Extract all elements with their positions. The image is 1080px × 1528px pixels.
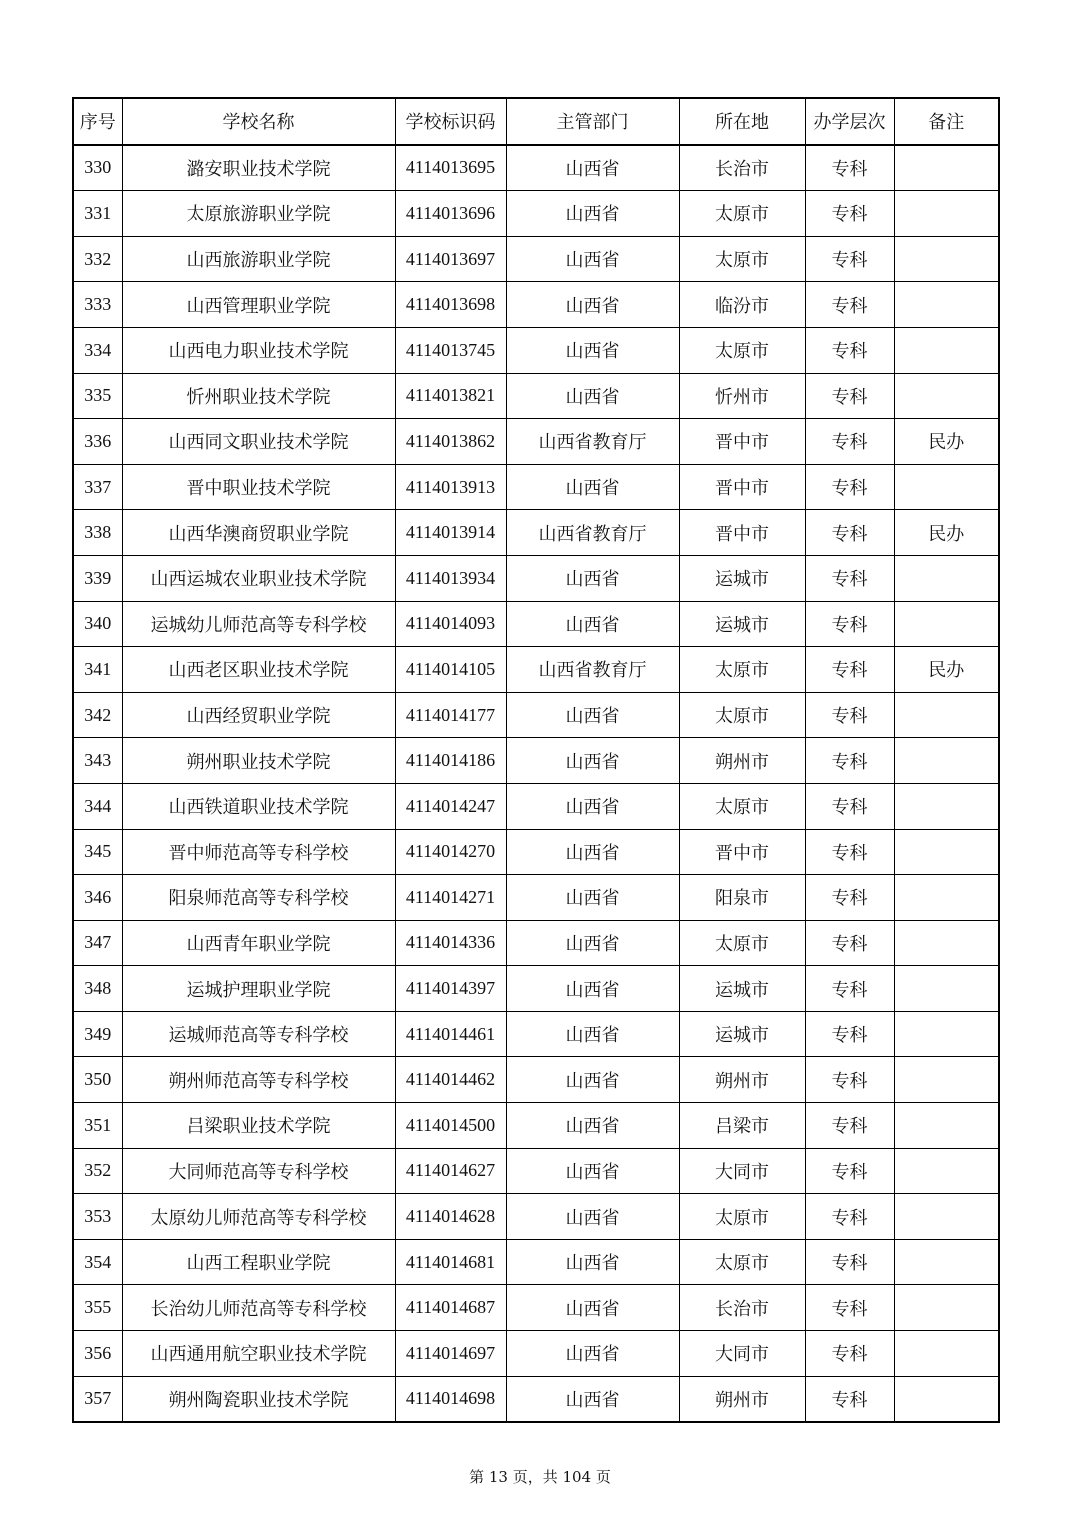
cell-school-code: 4114014105 bbox=[395, 647, 506, 693]
cell-school-name: 晋中职业技术学院 bbox=[122, 464, 395, 510]
table-row bbox=[73, 829, 999, 875]
cell-authority: 山西省 bbox=[506, 282, 679, 328]
cell-index: 343 bbox=[73, 738, 122, 784]
cell-remarks bbox=[894, 1103, 999, 1149]
cell-level: 专科 bbox=[805, 966, 894, 1012]
cell-index: 342 bbox=[73, 692, 122, 738]
cell-level: 专科 bbox=[805, 692, 894, 738]
cell-school-name: 运城护理职业学院 bbox=[122, 966, 395, 1012]
cell-location: 晋中市 bbox=[679, 464, 805, 510]
cell-level: 专科 bbox=[805, 1194, 894, 1240]
cell-level: 专科 bbox=[805, 145, 894, 191]
cell-authority: 山西省 bbox=[506, 1239, 679, 1285]
cell-level: 专科 bbox=[805, 601, 894, 647]
table-row bbox=[73, 875, 999, 921]
cell-level: 专科 bbox=[805, 464, 894, 510]
cell-level: 专科 bbox=[805, 920, 894, 966]
cell-remarks bbox=[894, 373, 999, 419]
cell-location: 晋中市 bbox=[679, 510, 805, 556]
cell-school-code: 4114014247 bbox=[395, 783, 506, 829]
cell-index: 351 bbox=[73, 1103, 122, 1149]
cell-remarks bbox=[894, 191, 999, 237]
cell-index: 336 bbox=[73, 419, 122, 465]
cell-level: 专科 bbox=[805, 1011, 894, 1057]
table-row bbox=[73, 1057, 999, 1103]
table-row bbox=[73, 145, 999, 191]
cell-location: 太原市 bbox=[679, 783, 805, 829]
table-row bbox=[73, 327, 999, 373]
table-row bbox=[73, 1331, 999, 1377]
cell-school-name: 山西华澳商贸职业学院 bbox=[122, 510, 395, 556]
cell-remarks bbox=[894, 1057, 999, 1103]
cell-level: 专科 bbox=[805, 373, 894, 419]
cell-level: 专科 bbox=[805, 419, 894, 465]
cell-school-name: 大同师范高等专科学校 bbox=[122, 1148, 395, 1194]
cell-authority: 山西省 bbox=[506, 1148, 679, 1194]
cell-level: 专科 bbox=[805, 875, 894, 921]
cell-authority: 山西省教育厅 bbox=[506, 647, 679, 693]
cell-location: 阳泉市 bbox=[679, 875, 805, 921]
cell-school-name: 山西同文职业技术学院 bbox=[122, 419, 395, 465]
table-row bbox=[73, 1285, 999, 1331]
cell-school-code: 4114013745 bbox=[395, 327, 506, 373]
cell-school-name: 忻州职业技术学院 bbox=[122, 373, 395, 419]
cell-school-code: 4114014687 bbox=[395, 1285, 506, 1331]
cell-location: 晋中市 bbox=[679, 419, 805, 465]
cell-index: 346 bbox=[73, 875, 122, 921]
cell-location: 太原市 bbox=[679, 692, 805, 738]
cell-school-name: 阳泉师范高等专科学校 bbox=[122, 875, 395, 921]
cell-remarks bbox=[894, 966, 999, 1012]
table-row bbox=[73, 1103, 999, 1149]
cell-remarks bbox=[894, 783, 999, 829]
cell-level: 专科 bbox=[805, 282, 894, 328]
header-cell-location: 所在地 bbox=[679, 98, 805, 145]
table-row bbox=[73, 464, 999, 510]
cell-school-code: 4114014462 bbox=[395, 1057, 506, 1103]
table-row bbox=[73, 783, 999, 829]
cell-remarks bbox=[894, 1011, 999, 1057]
cell-authority: 山西省 bbox=[506, 829, 679, 875]
cell-location: 运城市 bbox=[679, 555, 805, 601]
cell-index: 341 bbox=[73, 647, 122, 693]
cell-level: 专科 bbox=[805, 783, 894, 829]
cell-location: 吕梁市 bbox=[679, 1103, 805, 1149]
cell-school-name: 山西老区职业技术学院 bbox=[122, 647, 395, 693]
cell-index: 335 bbox=[73, 373, 122, 419]
cell-remarks bbox=[894, 1285, 999, 1331]
cell-school-name: 长治幼儿师范高等专科学校 bbox=[122, 1285, 395, 1331]
cell-level: 专科 bbox=[805, 1239, 894, 1285]
cell-school-code: 4114014500 bbox=[395, 1103, 506, 1149]
cell-school-code: 4114014697 bbox=[395, 1331, 506, 1377]
cell-location: 朔州市 bbox=[679, 738, 805, 784]
cell-school-name: 山西青年职业学院 bbox=[122, 920, 395, 966]
cell-location: 朔州市 bbox=[679, 1376, 805, 1422]
cell-location: 太原市 bbox=[679, 191, 805, 237]
table-row bbox=[73, 373, 999, 419]
header-cell-index: 序号 bbox=[73, 98, 122, 145]
cell-school-name: 晋中师范高等专科学校 bbox=[122, 829, 395, 875]
cell-authority: 山西省 bbox=[506, 738, 679, 784]
cell-level: 专科 bbox=[805, 236, 894, 282]
cell-school-name: 山西铁道职业技术学院 bbox=[122, 783, 395, 829]
table-header bbox=[73, 98, 999, 145]
cell-level: 专科 bbox=[805, 647, 894, 693]
cell-authority: 山西省 bbox=[506, 692, 679, 738]
cell-remarks bbox=[894, 464, 999, 510]
cell-location: 太原市 bbox=[679, 1239, 805, 1285]
cell-authority: 山西省 bbox=[506, 236, 679, 282]
cell-school-name: 运城师范高等专科学校 bbox=[122, 1011, 395, 1057]
cell-remarks bbox=[894, 1239, 999, 1285]
cell-remarks bbox=[894, 875, 999, 921]
table-row bbox=[73, 1148, 999, 1194]
cell-school-code: 4114013821 bbox=[395, 373, 506, 419]
cell-remarks bbox=[894, 738, 999, 784]
cell-authority: 山西省 bbox=[506, 1331, 679, 1377]
table-row bbox=[73, 236, 999, 282]
cell-location: 忻州市 bbox=[679, 373, 805, 419]
cell-authority: 山西省 bbox=[506, 464, 679, 510]
cell-index: 337 bbox=[73, 464, 122, 510]
header-cell-school-name: 学校名称 bbox=[122, 98, 395, 145]
cell-remarks bbox=[894, 1331, 999, 1377]
cell-authority: 山西省 bbox=[506, 875, 679, 921]
table-row bbox=[73, 555, 999, 601]
cell-location: 太原市 bbox=[679, 236, 805, 282]
table-row bbox=[73, 601, 999, 647]
cell-authority: 山西省 bbox=[506, 1194, 679, 1240]
cell-remarks bbox=[894, 601, 999, 647]
header-row bbox=[73, 98, 999, 145]
cell-school-name: 朔州职业技术学院 bbox=[122, 738, 395, 784]
cell-school-name: 山西通用航空职业技术学院 bbox=[122, 1331, 395, 1377]
cell-level: 专科 bbox=[805, 510, 894, 556]
cell-authority: 山西省 bbox=[506, 601, 679, 647]
cell-level: 专科 bbox=[805, 829, 894, 875]
cell-authority: 山西省教育厅 bbox=[506, 419, 679, 465]
header-cell-level: 办学层次 bbox=[805, 98, 894, 145]
table-body bbox=[73, 145, 999, 1423]
cell-remarks bbox=[894, 555, 999, 601]
cell-remarks bbox=[894, 920, 999, 966]
cell-level: 专科 bbox=[805, 738, 894, 784]
cell-level: 专科 bbox=[805, 1285, 894, 1331]
table-row bbox=[73, 738, 999, 784]
cell-remarks bbox=[894, 1148, 999, 1194]
cell-index: 355 bbox=[73, 1285, 122, 1331]
cell-location: 长治市 bbox=[679, 145, 805, 191]
cell-school-code: 4114013862 bbox=[395, 419, 506, 465]
table-row bbox=[73, 510, 999, 556]
cell-school-name: 山西电力职业技术学院 bbox=[122, 327, 395, 373]
cell-school-name: 太原旅游职业学院 bbox=[122, 191, 395, 237]
cell-school-name: 山西经贸职业学院 bbox=[122, 692, 395, 738]
cell-school-code: 4114014336 bbox=[395, 920, 506, 966]
header-cell-school-code: 学校标识码 bbox=[395, 98, 506, 145]
cell-school-code: 4114013698 bbox=[395, 282, 506, 328]
cell-index: 345 bbox=[73, 829, 122, 875]
cell-school-code: 4114014270 bbox=[395, 829, 506, 875]
cell-index: 356 bbox=[73, 1331, 122, 1377]
cell-authority: 山西省 bbox=[506, 555, 679, 601]
cell-location: 运城市 bbox=[679, 601, 805, 647]
table-row bbox=[73, 282, 999, 328]
cell-authority: 山西省 bbox=[506, 145, 679, 191]
header-cell-remarks: 备注 bbox=[894, 98, 999, 145]
cell-authority: 山西省 bbox=[506, 1376, 679, 1422]
table-row bbox=[73, 692, 999, 738]
cell-index: 330 bbox=[73, 145, 122, 191]
cell-remarks bbox=[894, 327, 999, 373]
cell-authority: 山西省 bbox=[506, 1011, 679, 1057]
cell-location: 晋中市 bbox=[679, 829, 805, 875]
cell-school-code: 4114013914 bbox=[395, 510, 506, 556]
cell-location: 朔州市 bbox=[679, 1057, 805, 1103]
cell-location: 临汾市 bbox=[679, 282, 805, 328]
cell-school-code: 4114014628 bbox=[395, 1194, 506, 1240]
cell-school-name: 山西旅游职业学院 bbox=[122, 236, 395, 282]
cell-index: 353 bbox=[73, 1194, 122, 1240]
cell-authority: 山西省 bbox=[506, 1057, 679, 1103]
cell-authority: 山西省 bbox=[506, 920, 679, 966]
cell-remarks: 民办 bbox=[894, 510, 999, 556]
cell-school-code: 4114014093 bbox=[395, 601, 506, 647]
cell-index: 339 bbox=[73, 555, 122, 601]
cell-school-code: 4114014698 bbox=[395, 1376, 506, 1422]
cell-remarks bbox=[894, 1376, 999, 1422]
table-row bbox=[73, 1194, 999, 1240]
cell-remarks bbox=[894, 236, 999, 282]
cell-school-code: 4114013697 bbox=[395, 236, 506, 282]
cell-location: 大同市 bbox=[679, 1331, 805, 1377]
cell-index: 352 bbox=[73, 1148, 122, 1194]
cell-school-name: 朔州师范高等专科学校 bbox=[122, 1057, 395, 1103]
cell-level: 专科 bbox=[805, 191, 894, 237]
cell-index: 340 bbox=[73, 601, 122, 647]
cell-school-code: 4114014627 bbox=[395, 1148, 506, 1194]
cell-authority: 山西省 bbox=[506, 1285, 679, 1331]
cell-authority: 山西省 bbox=[506, 373, 679, 419]
table-row bbox=[73, 1239, 999, 1285]
cell-index: 348 bbox=[73, 966, 122, 1012]
cell-school-code: 4114013913 bbox=[395, 464, 506, 510]
cell-level: 专科 bbox=[805, 1148, 894, 1194]
cell-school-name: 山西运城农业职业技术学院 bbox=[122, 555, 395, 601]
cell-level: 专科 bbox=[805, 1376, 894, 1422]
table-row bbox=[73, 419, 999, 465]
cell-authority: 山西省 bbox=[506, 1103, 679, 1149]
cell-school-code: 4114014461 bbox=[395, 1011, 506, 1057]
cell-school-name: 吕梁职业技术学院 bbox=[122, 1103, 395, 1149]
table-row bbox=[73, 1011, 999, 1057]
cell-authority: 山西省 bbox=[506, 783, 679, 829]
cell-location: 太原市 bbox=[679, 327, 805, 373]
cell-school-code: 4114013934 bbox=[395, 555, 506, 601]
cell-school-name: 山西管理职业学院 bbox=[122, 282, 395, 328]
cell-school-code: 4114013696 bbox=[395, 191, 506, 237]
cell-remarks bbox=[894, 1194, 999, 1240]
cell-location: 太原市 bbox=[679, 647, 805, 693]
cell-remarks bbox=[894, 829, 999, 875]
table-row bbox=[73, 920, 999, 966]
cell-location: 运城市 bbox=[679, 1011, 805, 1057]
cell-index: 338 bbox=[73, 510, 122, 556]
cell-school-code: 4114014681 bbox=[395, 1239, 506, 1285]
cell-index: 347 bbox=[73, 920, 122, 966]
cell-school-name: 运城幼儿师范高等专科学校 bbox=[122, 601, 395, 647]
header-cell-authority: 主管部门 bbox=[506, 98, 679, 145]
cell-location: 太原市 bbox=[679, 1194, 805, 1240]
cell-location: 太原市 bbox=[679, 920, 805, 966]
cell-authority: 山西省 bbox=[506, 966, 679, 1012]
cell-remarks bbox=[894, 692, 999, 738]
cell-index: 350 bbox=[73, 1057, 122, 1103]
cell-level: 专科 bbox=[805, 1331, 894, 1377]
cell-authority: 山西省教育厅 bbox=[506, 510, 679, 556]
cell-index: 344 bbox=[73, 783, 122, 829]
cell-index: 354 bbox=[73, 1239, 122, 1285]
cell-remarks: 民办 bbox=[894, 419, 999, 465]
cell-school-code: 4114014271 bbox=[395, 875, 506, 921]
cell-level: 专科 bbox=[805, 1103, 894, 1149]
page-footer: 第 13 页，共 104 页 bbox=[469, 1468, 611, 1486]
cell-school-name: 山西工程职业学院 bbox=[122, 1239, 395, 1285]
cell-school-name: 朔州陶瓷职业技术学院 bbox=[122, 1376, 395, 1422]
school-list-table bbox=[72, 97, 1000, 1423]
cell-index: 334 bbox=[73, 327, 122, 373]
cell-index: 331 bbox=[73, 191, 122, 237]
cell-remarks: 民办 bbox=[894, 647, 999, 693]
cell-index: 332 bbox=[73, 236, 122, 282]
cell-school-code: 4114014397 bbox=[395, 966, 506, 1012]
table-row bbox=[73, 1376, 999, 1422]
cell-index: 349 bbox=[73, 1011, 122, 1057]
cell-authority: 山西省 bbox=[506, 191, 679, 237]
cell-level: 专科 bbox=[805, 1057, 894, 1103]
table-row bbox=[73, 966, 999, 1012]
cell-authority: 山西省 bbox=[506, 327, 679, 373]
cell-location: 大同市 bbox=[679, 1148, 805, 1194]
table-row bbox=[73, 191, 999, 237]
cell-index: 333 bbox=[73, 282, 122, 328]
cell-remarks bbox=[894, 282, 999, 328]
cell-school-code: 4114013695 bbox=[395, 145, 506, 191]
cell-school-code: 4114014186 bbox=[395, 738, 506, 784]
cell-level: 专科 bbox=[805, 555, 894, 601]
cell-school-name: 太原幼儿师范高等专科学校 bbox=[122, 1194, 395, 1240]
cell-location: 运城市 bbox=[679, 966, 805, 1012]
table-row bbox=[73, 647, 999, 693]
cell-index: 357 bbox=[73, 1376, 122, 1422]
cell-school-code: 4114014177 bbox=[395, 692, 506, 738]
cell-level: 专科 bbox=[805, 327, 894, 373]
cell-location: 长治市 bbox=[679, 1285, 805, 1331]
cell-school-name: 潞安职业技术学院 bbox=[122, 145, 395, 191]
cell-remarks bbox=[894, 145, 999, 191]
